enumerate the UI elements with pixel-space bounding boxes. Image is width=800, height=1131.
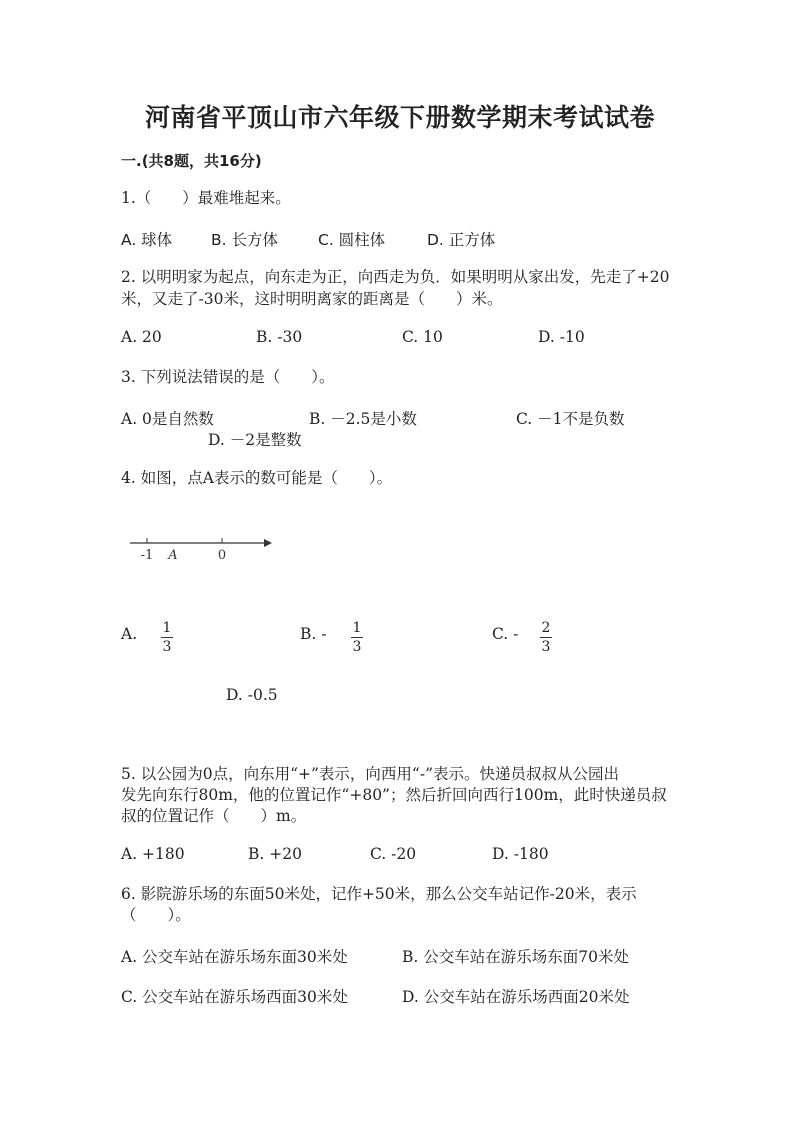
q6-option-a: A. 公交车站在游乐场东面30米处 [121, 948, 348, 966]
q3-option-d: D. －2是整数 [208, 431, 302, 449]
fraction-denominator: 3 [162, 639, 172, 655]
q1-option-d: D. 正方体 [427, 231, 496, 249]
q3-option-a: A. 0是自然数 [121, 410, 214, 428]
question-2-stem-line1: 2. 以明明家为起点，向东走为正，向西走为负．如果明明从家出发，先走了+20 [121, 268, 670, 286]
q2-option-c: C. 10 [402, 328, 443, 346]
q4-option-c-fraction [540, 620, 552, 655]
question-5-stem-line2: 发先向东行80m，他的位置记作“+80”；然后折回向西行100m，此时快递员叔 [121, 786, 667, 804]
tick-label-zero: 0 [217, 548, 227, 562]
fraction-denominator: 3 [541, 639, 551, 655]
question-3-stem: 3. 下列说法错误的是（ ）。 [121, 368, 335, 386]
q5-option-b: B. +20 [248, 845, 302, 863]
q2-option-a: A. 20 [121, 328, 162, 346]
fraction-numerator: 2 [541, 620, 551, 636]
q2-option-b: B. -30 [256, 328, 303, 346]
fraction-bar [161, 637, 173, 638]
q6-option-d: D. 公交车站在游乐场西面20米处 [402, 988, 630, 1006]
q3-option-c: C. －1不是负数 [516, 410, 625, 428]
q2-option-d: D. -10 [538, 328, 585, 346]
point-a-label: A [168, 548, 178, 562]
fraction-denominator: 3 [352, 639, 362, 655]
q4-option-a-fraction [161, 620, 173, 655]
fraction-numerator: 1 [162, 620, 172, 636]
fraction-bar [351, 637, 363, 638]
q6-option-c: C. 公交车站在游乐场西面30米处 [121, 988, 348, 1006]
question-5-stem-line1: 5. 以公园为0点，向东用“+”表示，向西用“-”表示。快递员叔叔从公园出 [121, 765, 620, 783]
question-6-stem-line2: （ ）。 [121, 906, 191, 924]
question-6-stem-line1: 6. 影院游乐场的东面50米处，记作+50米，那么公交车站记作-20米，表示 [121, 885, 637, 903]
tick-label-minus-one: -1 [140, 548, 154, 562]
q1-option-b: B. 长方体 [211, 231, 278, 249]
q4-option-d: D. -0.5 [226, 686, 278, 704]
question-2-stem-line2: 米，又走了-30米，这时明明离家的距离是（ ）米。 [121, 290, 503, 308]
q5-option-d: D. -180 [492, 845, 549, 863]
question-1-stem: 1.（ ）最难堆起来。 [121, 189, 291, 207]
number-line-arrow [264, 539, 272, 547]
q6-option-b: B. 公交车站在游乐场东面70米处 [402, 948, 629, 966]
q3-option-b: B. －2.5是小数 [309, 410, 417, 428]
q4-option-a-prefix: A. [121, 625, 138, 643]
fraction-numerator: 1 [352, 620, 362, 636]
q5-option-c: C. -20 [370, 845, 417, 863]
q4-option-c-prefix: C. - [492, 625, 519, 643]
q1-option-a: A. 球体 [121, 231, 173, 249]
section-heading: 一.(共8题，共16分) [121, 152, 262, 170]
question-4-stem: 4. 如图，点A表示的数可能是（ ）。 [121, 469, 393, 487]
fraction-bar [540, 637, 552, 638]
question-5-stem-line3: 叔的位置记作（ ）m。 [121, 807, 307, 825]
q1-option-c: C. 圆柱体 [318, 231, 386, 249]
page-title: 河南省平顶山市六年级下册数学期末考试试卷 [144, 103, 655, 132]
q4-option-b-fraction [351, 620, 363, 655]
q5-option-a: A. +180 [121, 845, 185, 863]
q4-option-b-prefix: B. - [300, 625, 327, 643]
number-line-figure [128, 532, 273, 562]
